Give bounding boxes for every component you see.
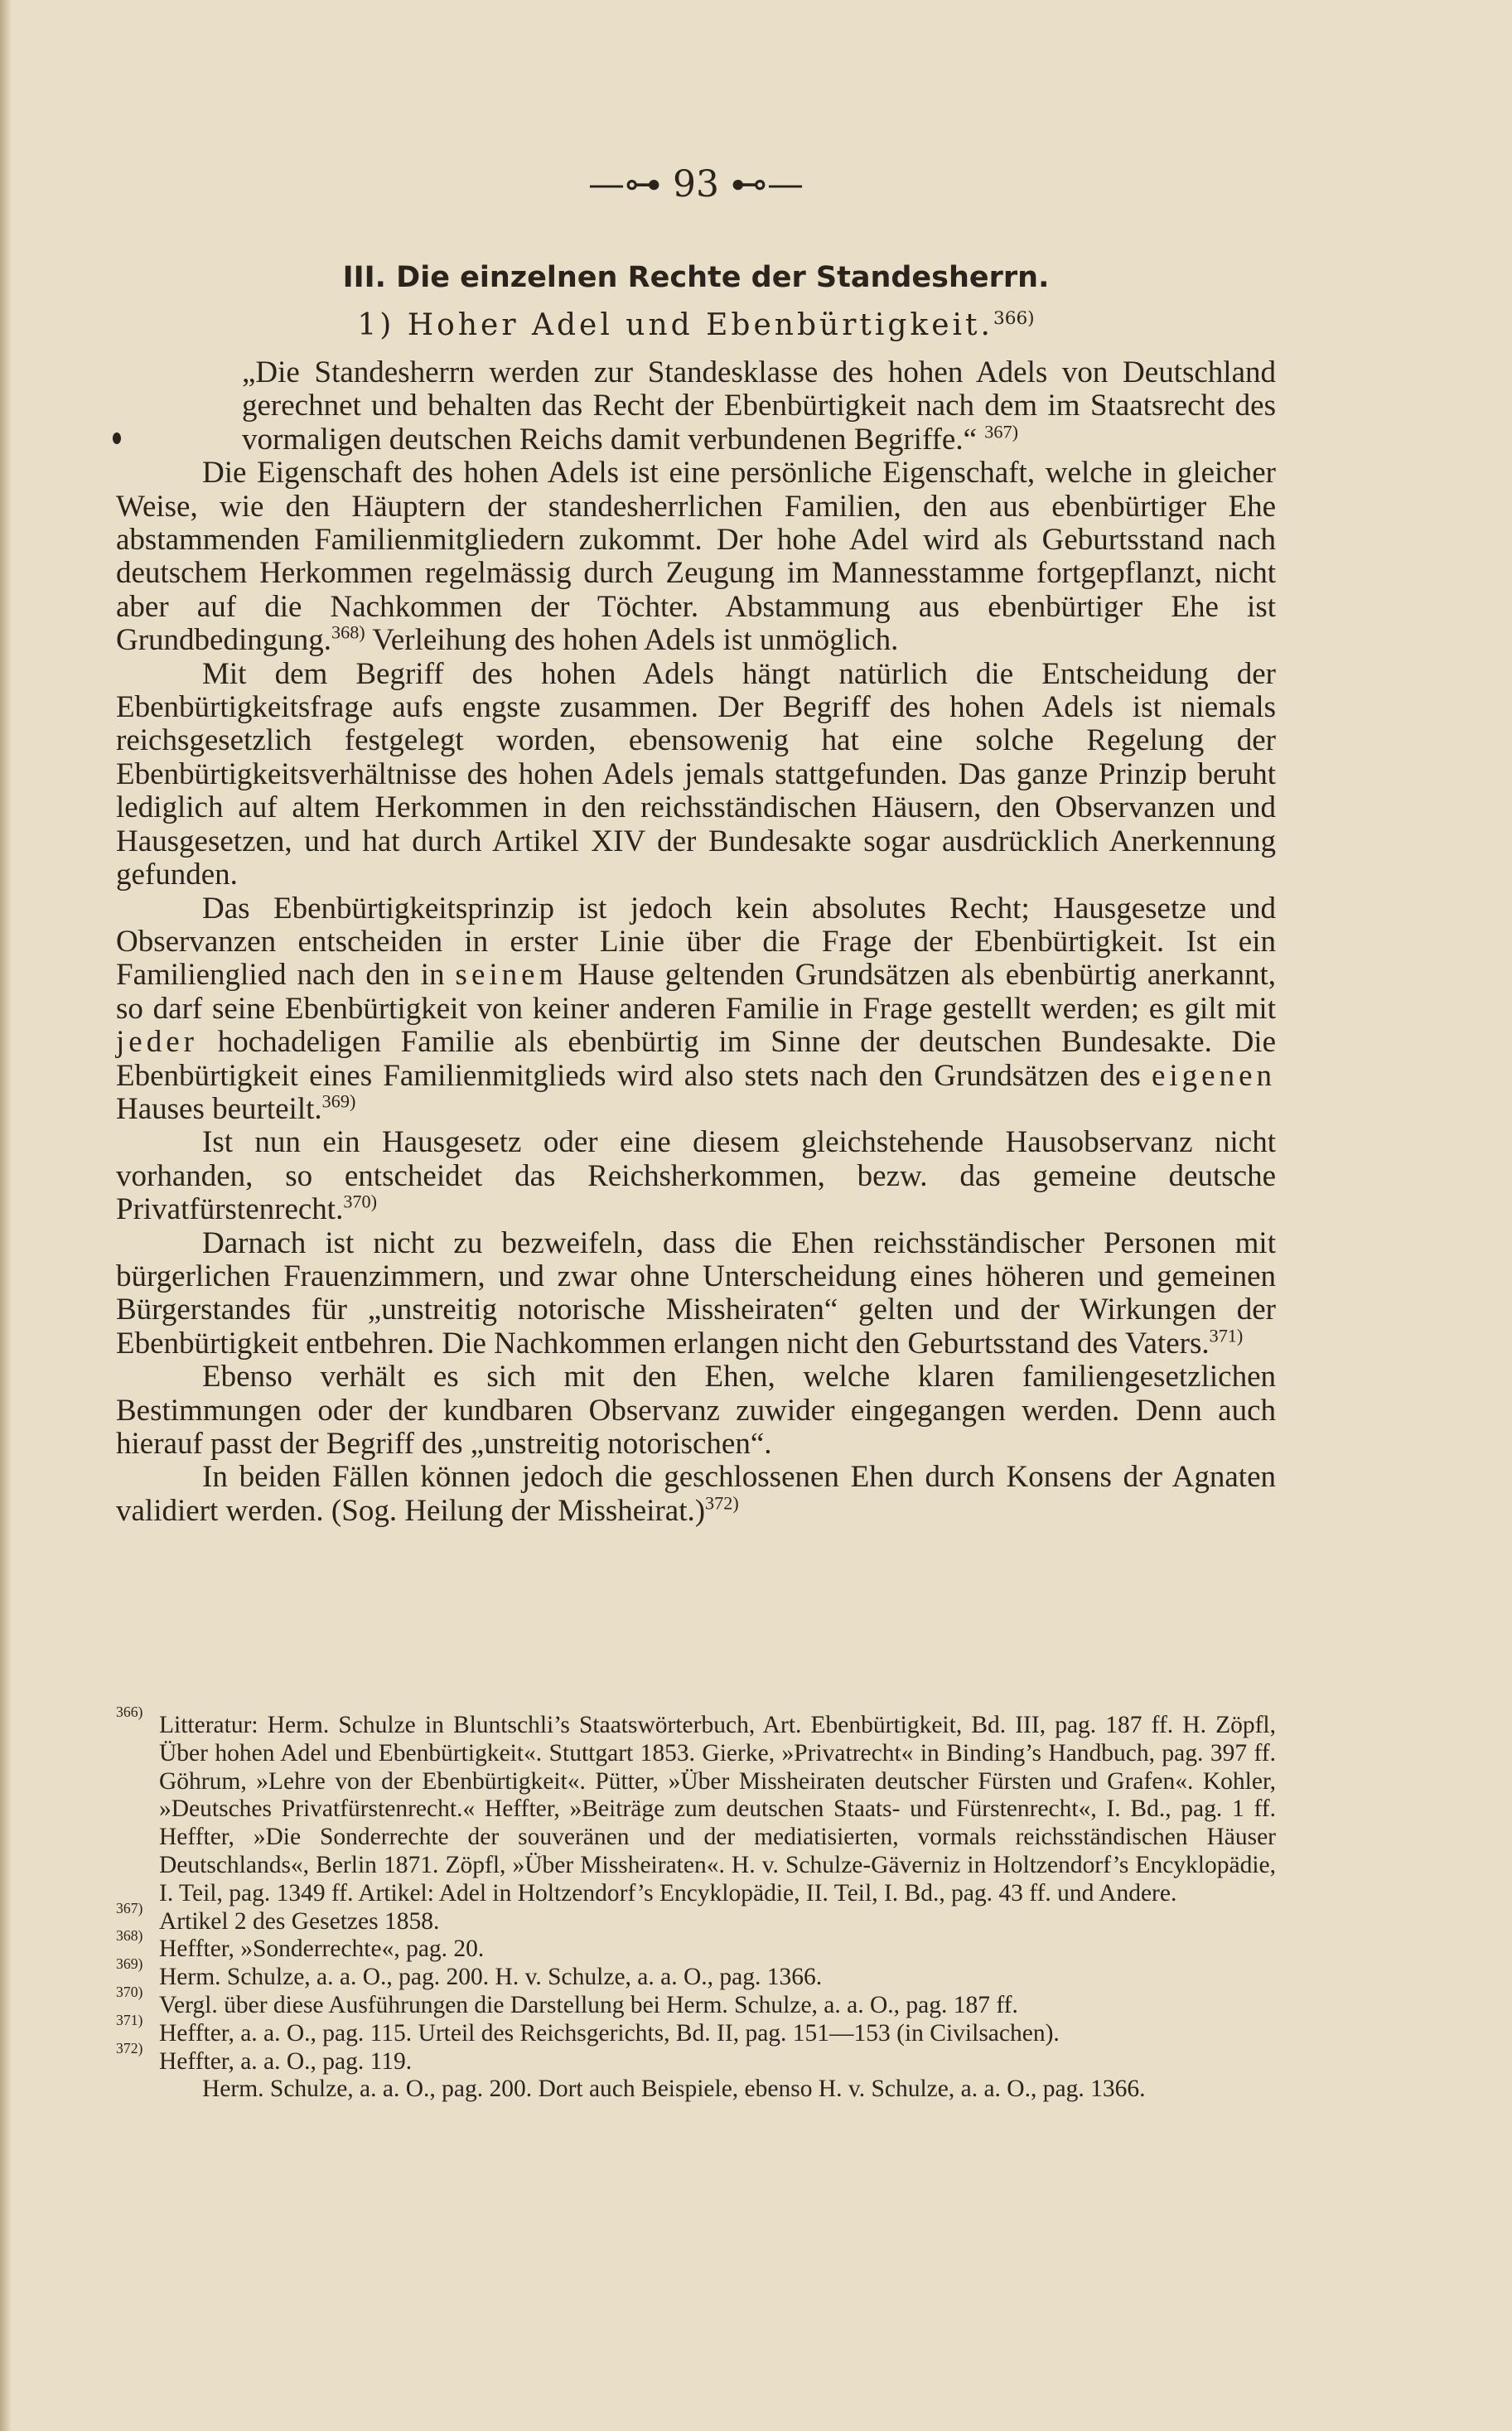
footnote-text: Heffter, a. a. O., pag. 115. Urteil des Reichsgerichts, Bd. II, pag. 151—153 (in Civilsachen).	[159, 2019, 1060, 2047]
subsection-title-text: 1) Hoher Adel und Ebenbürtigkeit.	[357, 308, 993, 342]
footnote: 369) Herm. Schulze, a. a. O., pag. 200. H. v. Schulze, a. a. O., pag. 1366.	[116, 1955, 823, 1991]
paragraph	[116, 1126, 1276, 1226]
footnote: 366) Litteratur: Herm. Schulze in Bluntschli’s Staatswörterbuch, Art. Ebenbürtigkeit, Bd. III, pag. 187 ff. H. Zöpfl, Über hohen Adel und Ebenbürtigkeit«. Stuttgart 1853. Gierke, »Privatrecht« in Binding’s Handbuch, pag. 397 ff. Göhrum, »Lehre von der Ebenbürtigkeit«. Pütter, »Über Missheiraten deutscher Fürsten und Grafen«. Kohler, »Deutsches Privatfürstenrecht.« Heffter, »Beiträge zum deutschen Staats- und Fürstenrecht«, I. Bd., pag. 1 ff. Heffter, »Die Sonderrechte der souveränen und der mediatisierten, vormals reichsständischen Häuser Deutschlands«, Berlin 1871. Zöpfl, »Über Missheiraten«. H. v. Schulze-Gäverniz in Holtzendorf’s Encyklopädie, I. Teil, pag. 1349 ff. Artikel: Adel in Holtzendorf’s Encyklopädie, II. Teil, I. Bd., pag. 43 ff. und Andere.	[116, 1704, 1276, 1907]
footnote-text: Heffter, a. a. O., pag. 119.	[159, 2047, 413, 2075]
footnote: 368) Heffter, »Sonderrechte«, pag. 20.	[116, 1927, 485, 1963]
paragraph-text: Die Eigenschaft des hohen Adels ist eine persönliche Eigenschaft, welche in gleicher Weise, wie den Häuptern der standesherrlichen Familien, den aus ebenbürtiger Ehe abstammenden Familienmitgliedern zukommt. Der hohe Adel wird als Geburtsstand nach deutschem Herkommen regelmässig durch Zeugung im Mannesstamme fortgepflanzt, nicht aber auf die Nachkommen der Töchter. Abstammung aus ebenbürtiger Ehe ist Grundbedingung.	[116, 456, 1276, 658]
paragraph-text: „Die Standesherrn werden zur Standesklasse des hohen Adels von Deutschland gerechnet und behalten das Recht der Ebenbürtigkeit nach dem im Staatsrecht des vormaligen deutschen Reichs damit verbundenen Begriffe.“	[242, 355, 1276, 457]
footnote-ref: 369)	[321, 1090, 356, 1112]
paragraph-text: In beiden Fällen können jedoch die geschlossenen Ehen durch Konsens der Agnaten validiert werden. (Sog. Heilung der Missheirat.)	[116, 1460, 1276, 1528]
spaced-word: eigenen	[1151, 1058, 1276, 1093]
paragraph	[116, 1461, 1276, 1528]
footnote-ref: 372)	[705, 1492, 739, 1514]
footnote-text: Litteratur: Herm. Schulze in Bluntschli’s Staatswörterbuch, Art. Ebenbürtigkeit, Bd. III, pag. 187 ff. H. Zöpfl, Über hohen Adel und Ebenbürtigkeit«. Stuttgart 1853. Gierke, »Privatrecht« in Binding’s Handbuch, pag. 397 ff. Göhrum, »Lehre von der Ebenbürtigkeit«. Pütter, »Über Missheiraten deutscher Fürsten und Grafen«. Kohler, »Deutsches Privatfürstenrecht.« Heffter, »Beiträge zum deutschen Staats- und Fürstenrecht«, I. Bd., pag. 1 ff. Heffter, »Die Sonderrechte der souveränen und der mediatisierten, vormals reichsständischen Häuser Deutschlands«, Berlin 1871. Zöpfl, »Über Missheiraten«. H. v. Schulze-Gäverniz in Holtzendorf’s Encyklopädie, I. Teil, pag. 1349 ff. Artikel: Adel in Holtzendorf’s Encyklopädie, II. Teil, I. Bd., pag. 43 ff. und Andere.	[159, 1712, 1276, 1907]
paragraph	[116, 457, 1276, 657]
footnote-text: Herm. Schulze, a. a. O., pag. 200. H. v. Schulze, a. a. O., pag. 1366.	[159, 1964, 823, 1991]
footnote-text: Vergl. über diese Ausführungen die Darstellung bei Herm. Schulze, a. a. O., pag. 187 ff.	[159, 1991, 1018, 2018]
footnote-text: Heffter, »Sonderrechte«, pag. 20.	[159, 1936, 485, 1963]
subsection-title	[116, 305, 1276, 346]
margin-mark	[113, 433, 121, 444]
paragraph-quote	[116, 356, 1276, 457]
paragraph	[116, 1227, 1276, 1361]
section-title: III. Die einzelnen Rechte der Standesherrn.	[342, 261, 1050, 294]
paragraph-text: Ist nun ein Hausgesetz oder eine diesem gleichstehende Hausobservanz nicht vorhanden, so entscheidet das Reichsherkommen, bezw. das gemeine deutsche Privatfürstenrecht.	[116, 1125, 1276, 1227]
footnotes	[116, 1704, 1276, 2104]
footnote: 372) Heffter, a. a. O., pag. 119.	[116, 2039, 413, 2075]
page-number: —⊶ 93 ⊷—	[588, 163, 804, 205]
footnote-text: Artikel 2 des Gesetzes 1858.	[159, 1907, 440, 1935]
footnote-ref: 366)	[993, 308, 1035, 330]
footnote-ref: 367)	[984, 421, 1018, 442]
footnote-ref: 370)	[343, 1191, 377, 1212]
paragraph-text: hochadeligen Familie als ebenbürtig im Sinne der deutschen Bundesakte. Die Ebenbürtigkeit eines Familienmitglieds wird also stets nach den Grundsätzen des	[116, 1025, 1276, 1093]
spaced-word: seinem	[455, 958, 568, 993]
paragraph	[116, 892, 1276, 1127]
paragraph: Mit dem Begriff des hohen Adels hängt natürlich die Entscheidung der Ebenbürtigkeitsfrage aufs engste zusammen. Der Begriff des hohen Adels ist niemals reichsgesetzlich festgelegt worden, ebensowenig hat eine solche Regelung der Ebenbürtigkeitsverhältnisse des hohen Adels jemals stattgefunden. Das ganze Prinzip beruht lediglich auf altem Herkommen in den reichsständischen Häusern, den Observanzen und Hausgesetzen, und hat durch Artikel XIV der Bundesakte sogar ausdrücklich Anerkennung gefunden.	[116, 656, 1276, 892]
footnote: 370) Vergl. über diese Ausführungen die Darstellung bei Herm. Schulze, a. a. O., pag. 187 ff.	[116, 1983, 1018, 2018]
body-text	[116, 356, 1276, 1528]
paragraph-text: Darnach ist nicht zu bezweifeln, dass die Ehen reichsständischer Personen mit bürgerlichen Frauenzimmern, und zwar ohne Unterscheidung eines höheren und gemeinen Bürgerstandes für „unstreitig notorische Missheiraten“ gelten und der Wirkungen der Ebenbürtigkeit entbehren. Die Nachkommen erlangen nicht den Geburtsstand des Vaters.	[116, 1225, 1276, 1360]
page-edge	[0, 0, 12, 2431]
footnote: 367) Artikel 2 des Gesetzes 1858.	[116, 1899, 440, 1935]
footnote-ref: 371)	[1209, 1325, 1244, 1346]
paragraph-text: Verleihung des hohen Adels ist unmöglich.	[372, 623, 899, 658]
paragraph-text: Hause geltenden Grundsätzen als ebenbürtig anerkannt, so darf seine Ebenbürtigkeit von keiner anderen Familie in Frage gestellt werden; es gilt mit	[116, 958, 1277, 1026]
footnote: 371) Heffter, a. a. O., pag. 115. Urteil des Reichsgerichts, Bd. II, pag. 151—153 (in Civilsachen).	[116, 2011, 1060, 2047]
footnote-continuation: Herm. Schulze, a. a. O., pag. 200. Dort auch Beispiele, ebenso H. v. Schulze, a. a. O., pag. 1366.	[202, 2076, 1146, 2103]
paragraph-text: Das Ebenbürtigkeitsprinzip ist jedoch kein absolutes Recht; Hausgesetze und Observanzen entscheiden in erster Linie über die Frage der Ebenbürtigkeit. Ist ein Familienglied nach den in	[116, 891, 1276, 993]
spaced-word: jeder	[116, 1025, 198, 1060]
paragraph-text: Hauses beurteilt.	[116, 1091, 322, 1126]
paragraph: Ebenso verhält es sich mit den Ehen, welche klaren familiengesetzlichen Bestimmungen oder der kundbaren Observanz zuwider eingegangen werden. Denn auch hierauf passt der Begriff des „unstreitig notorischen“.	[116, 1360, 1276, 1461]
footnote-ref: 368)	[331, 621, 365, 643]
